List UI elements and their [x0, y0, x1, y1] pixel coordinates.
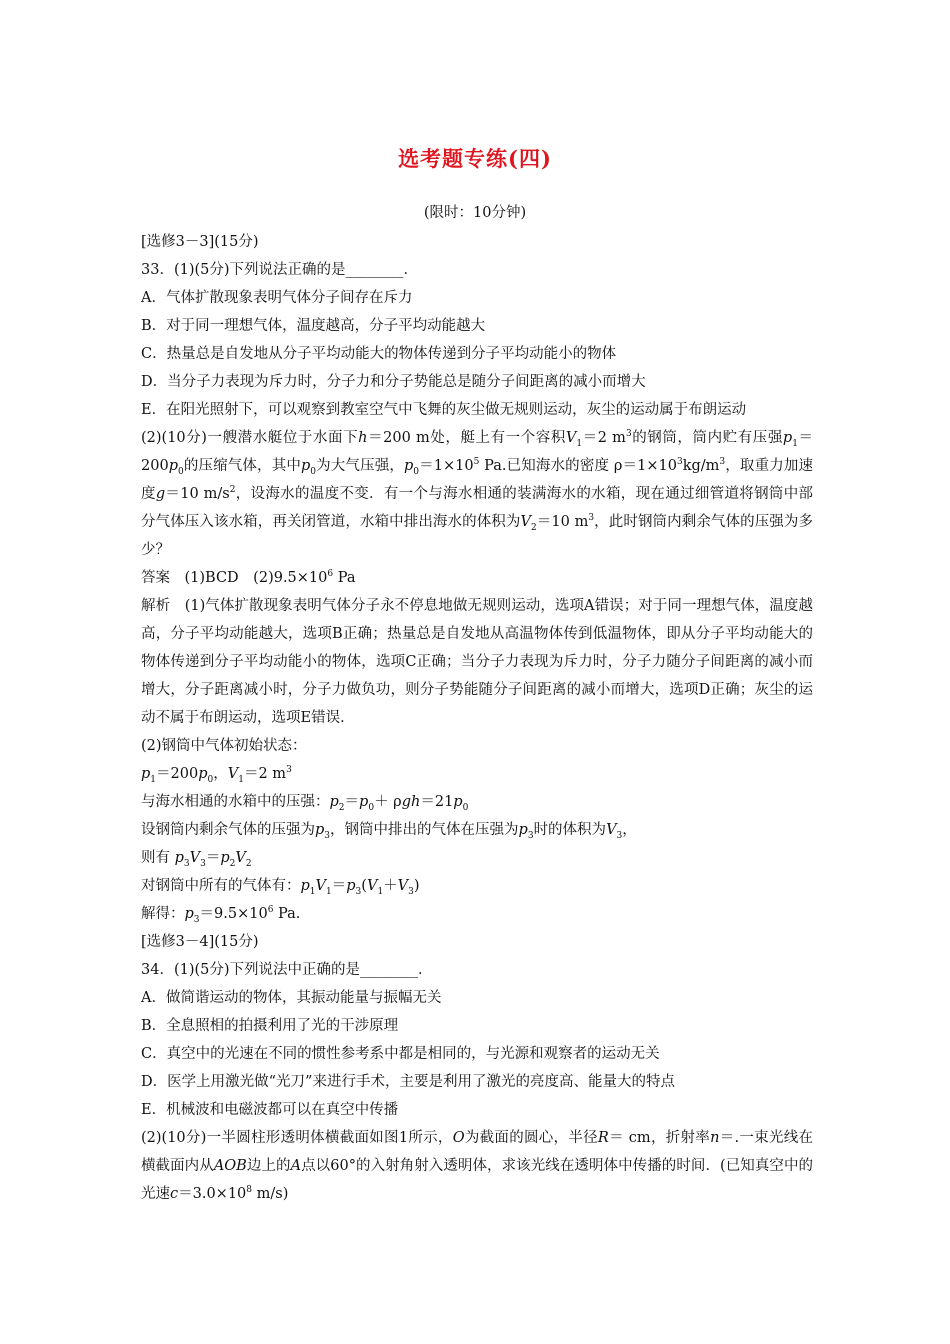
solution-line-4: 设钢筒内剩余气体的压强为$p_3$，钢筒中排出的气体在压强为$p_3$时的体积为$V_3$， — [141, 822, 637, 841]
q34-option-b: B．全息照相的拍摄利用了光的干涉原理 — [141, 1018, 399, 1034]
q33-stem: 33．(1)(5分)下列说法正确的是________． — [141, 262, 419, 278]
solution-line-6: 对钢筒中所有的气体有：$p_1V_1=p_3(V_1+V_3)$ — [141, 878, 420, 897]
q33-option-e: E．在阳光照射下，可以观察到教室空气中飞舞的灰尘做无规则运动，灰尘的运动属于布朗运动 — [141, 402, 747, 418]
q34-option-d: D．医学上用激光做“光刀”来进行手术，主要是利用了激光的亮度高、能量大的特点 — [141, 1074, 675, 1090]
solution-line-2: $p_1=200p_0$，$V_1=2$ $m^3$ — [141, 765, 292, 785]
q33-answer: 答案 (1)BCD $(2)9.5\times 10^6$ Pa — [141, 569, 356, 586]
q34-option-c: C．真空中的光速在不同的惯性参考系中都是相同的，与光源和观察者的运动无关 — [141, 1046, 660, 1062]
section-header-3-4: [选修3－4](15分) — [141, 934, 259, 950]
document-title: 选考题专练(四) — [398, 146, 552, 171]
solution-line-1: (2)钢筒中气体初始状态： — [141, 738, 307, 754]
solution-line-3: 与海水相通的水箱中的压强：$p_2=p_0+ \rho gh=21p_0$ — [141, 794, 469, 813]
solution-line-5: 则有 $p_3V_3=p_2V_2$ — [141, 850, 252, 869]
q33-analysis: 解析 (1)气体扩散现象表明气体分子永不停息地做无规则运动，选项A错误；对于同一理想气体，温度越高，分子平均动能越大，选项B正确；热量总是自发地从高温物体传到低温物体，即从分子平均动能大的物体传递到分子平均动能小的物体，选项C正确；当分子力表现为斥力时，分子力随分子间距离的减小而增大，分子距离减小时，分子力做负功，则分子势能随分子间距离的减小而增大，选项D正确；灰尘的运动不属于布朗运动，选项E错误． — [141, 598, 813, 726]
q34-option-a: A．做简谐运动的物体，其振动能量与振幅无关 — [141, 990, 442, 1006]
q33-option-b: B．对于同一理想气体，温度越高，分子平均动能越大 — [141, 318, 486, 334]
time-limit: (限时：10分钟) — [423, 205, 527, 221]
q33-option-c: C．热量总是自发地从分子平均动能大的物体传递到分子平均动能小的物体 — [141, 346, 617, 362]
q33-option-d: D．当分子力表现为斥力时，分子力和分子势能总是随分子间距离的减小而增大 — [141, 374, 646, 390]
q34-option-e: E．机械波和电磁波都可以在真空中传播 — [141, 1102, 399, 1118]
q33-part2: (2)(10分)一艘潜水艇位于水面下h＝200 m处，艇上有一个容积$V_1=2$ $m^3$的钢筒，筒内贮有压强$p_1=200p_0$的压缩气体，其中$p_0$为大气压强，$p_0=1\times 10^5$ Pa.已知海水的密度 $\rho=1\times 10^3kg/m^3$，取重力加速度g＝10 $m/s^2$，设海水的温度不变．有一个与海水相通的装满海水的水箱，现在通过细管道将钢筒中部分气体压入该水箱，再关闭管道，水箱中排出海水的体积为$V_2=10$ $m^3$，此时钢筒内剩余气体的压强为多少？ — [141, 429, 814, 558]
q33-option-a: A．气体扩散现象表明气体分子间存在斥力 — [141, 290, 413, 306]
section-header-3-3: [选修3－3](15分) — [141, 234, 259, 250]
solution-line-7: 解得：$p_3=9.5\times 10^6$ Pa. — [141, 905, 301, 925]
document-body — [141, 228, 813, 1208]
q34-part2: (2)(10分)一半圆柱形透明体横截面如图1所示，O为截面的圆心，半径R＝ cm，折射率n＝.一束光线在横截面内从AOB边上的A点以60°的入射角射入透明体，求该光线在透明体中传播的时间．(已知真空中的光速$c=3.0\times 10^8$ m/s) — [141, 1130, 814, 1202]
q34-stem: 34．(1)(5分)下列说法中正确的是________． — [141, 962, 433, 978]
